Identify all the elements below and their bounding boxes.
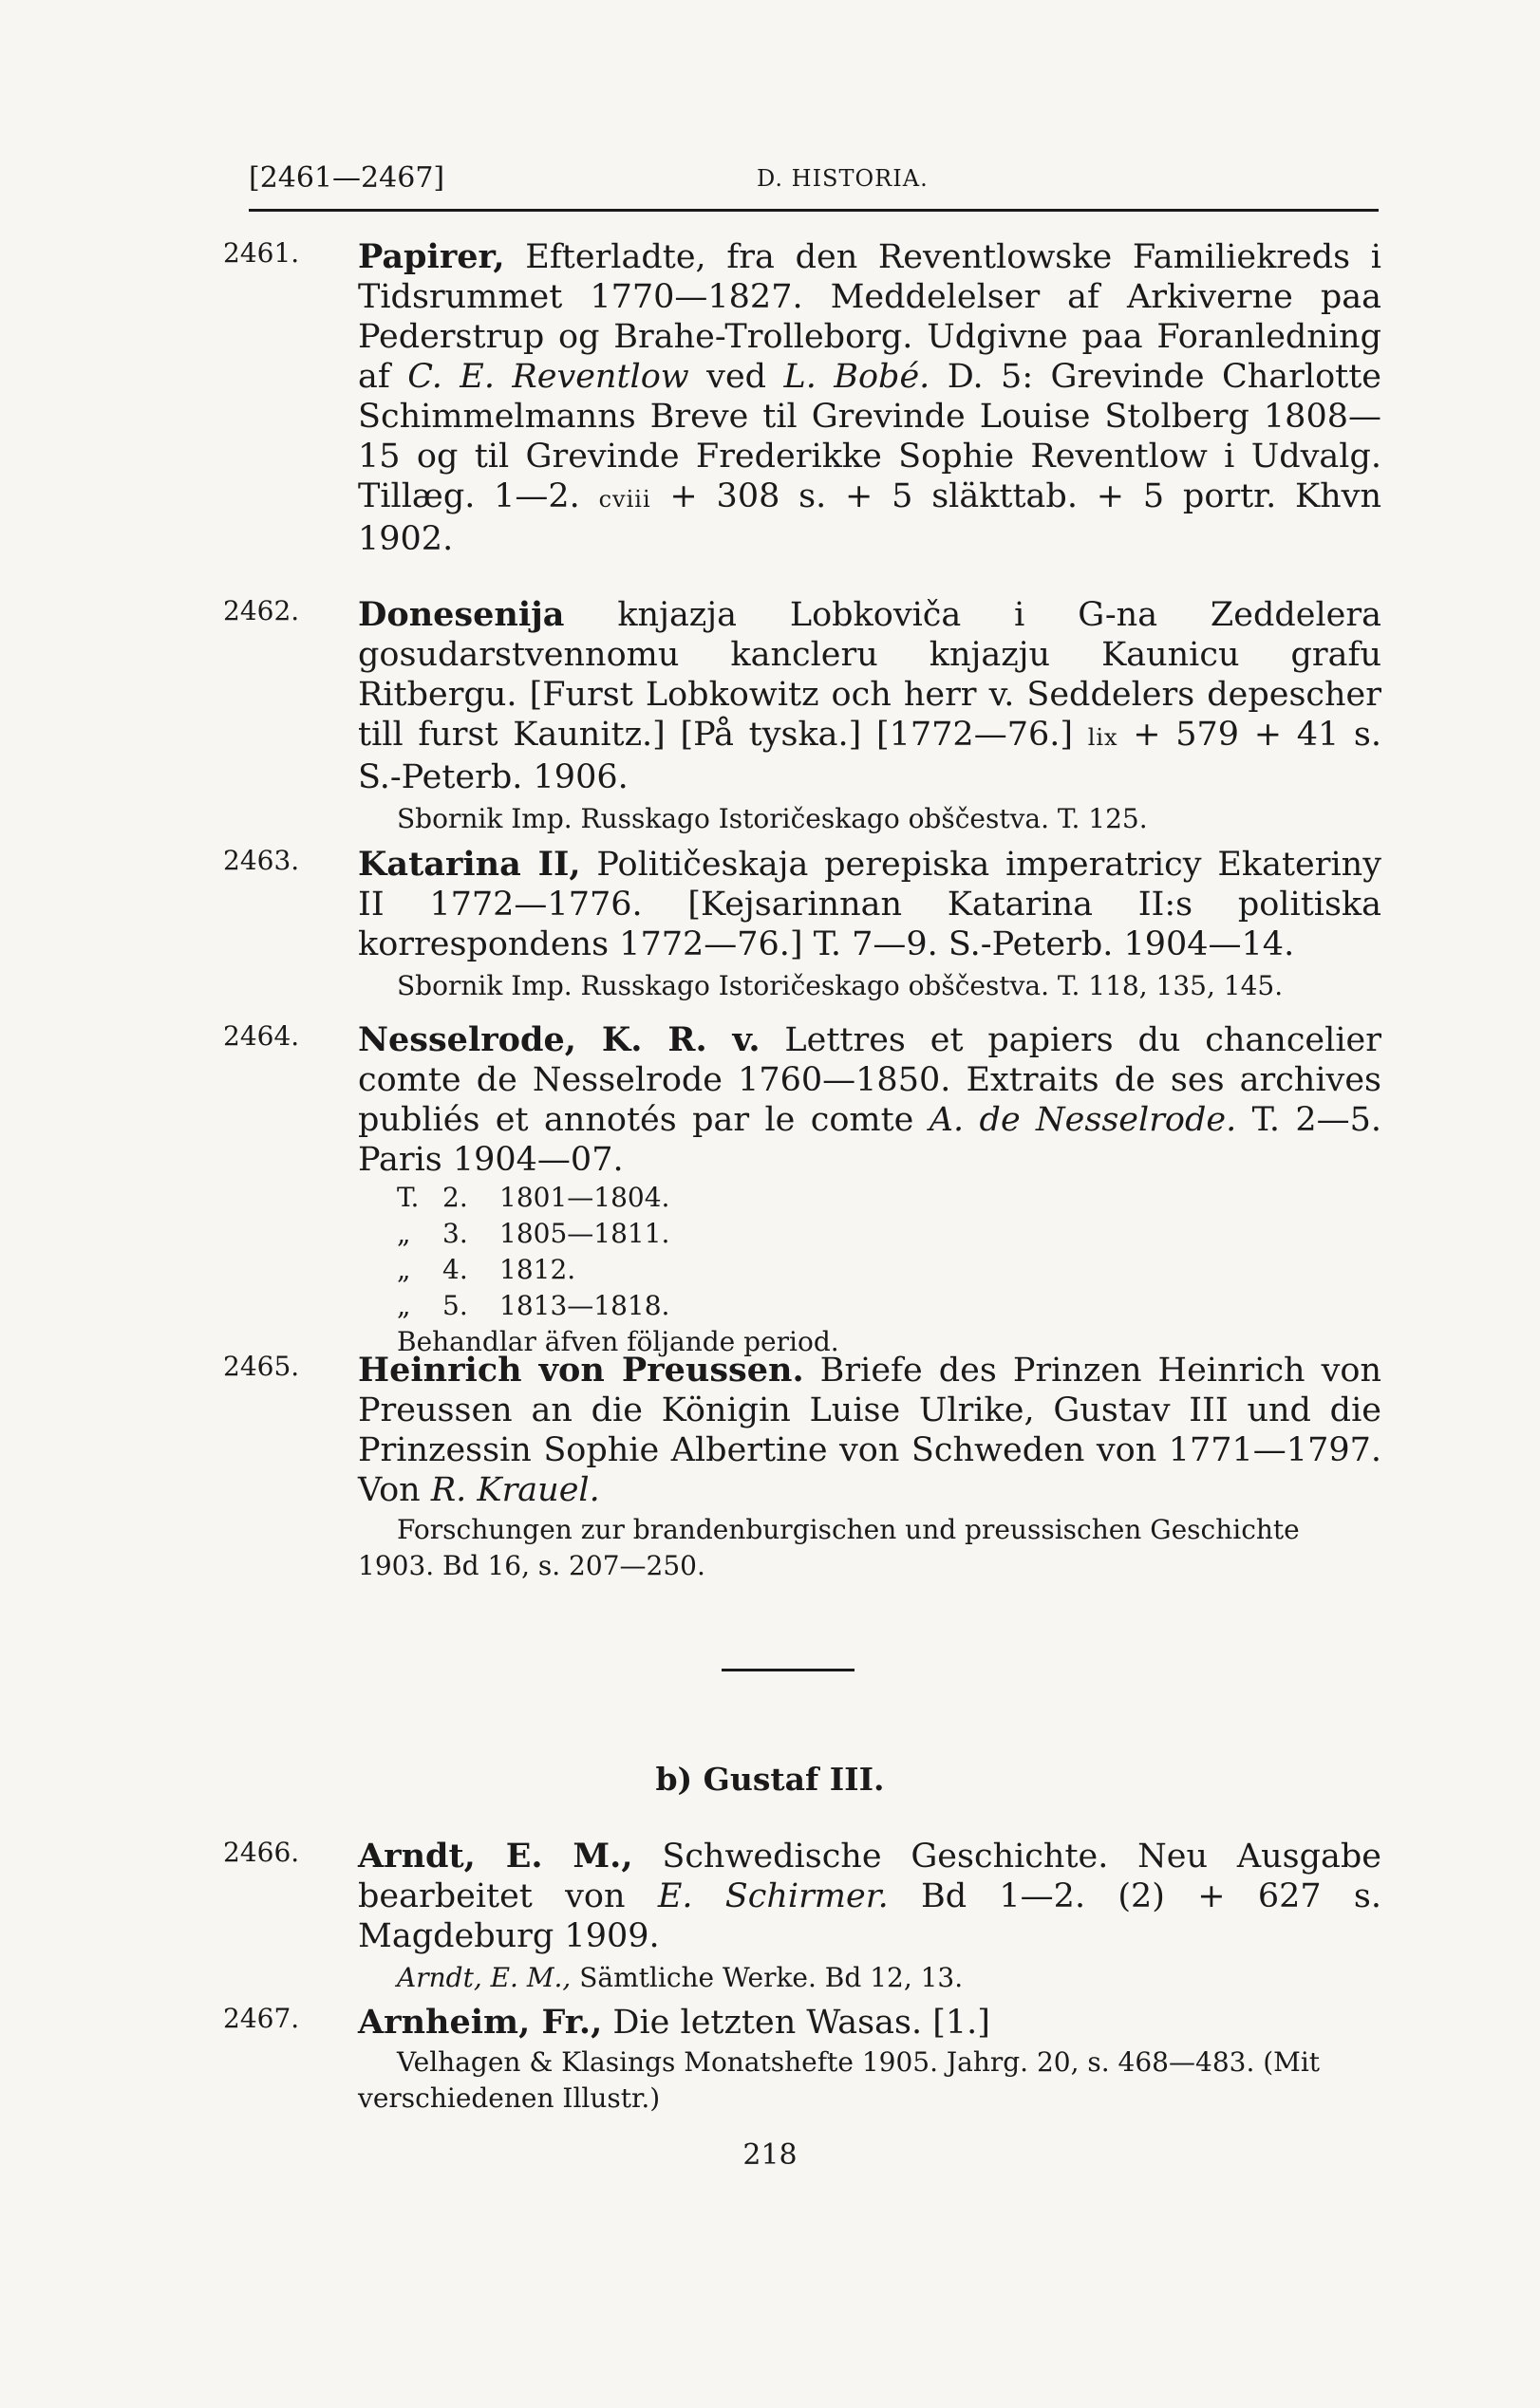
series-note: Velhagen & Klasings Monatshefte 1905. Jahrg. 20, s. 468—483. (Mit verschiedenen Illustr.) [358,2046,1321,2114]
running-header [249,161,1379,212]
entry-2467 [223,2003,1381,2117]
entry-2465 [223,1351,1381,1584]
entry-number: 2467. [223,2003,300,2034]
entry-head: Heinrich von Preussen. [358,1351,804,1390]
series-note: Sbornik Imp. Russkago Istoričeskago obščestva. T. 125. [397,803,1148,834]
entry-head: Papirer, [358,237,505,276]
volume-row: „ 5. 1813—1818. [397,1290,670,1321]
series-note: Sbornik Imp. Russkago Istoričeskago obščestva. T. 118, 135, 145. [397,970,1284,1001]
entry-2461 [223,237,1381,559]
entry-2464 [223,1020,1381,1360]
entry-head: Nesselrode, K. R. v. [358,1020,761,1059]
entry-number: 2465. [223,1351,300,1382]
entry-number: 2461. [223,237,300,269]
entry-2463 [223,845,1381,1004]
period-note: Behandlar äfven följande period. [397,1326,839,1357]
entry-text: Heinrich von Preussen. Briefe des Prinzen Heinrich von Preussen an die Königin Luise Ulrike, Gustav III und die Prinzessin Sophie Albertine von Schweden von 1771—1797. Von R. Krauel. [358,1351,1381,1509]
entry-head: Katarina II, [358,845,581,884]
entry-2462 [223,595,1381,837]
entry-text: Katarina II, Političeskaja perepiska imperatricy Ekateriny II 1772—1776. [Kejsarinnan Katarina II:s politiska korrespondens 1772—76.] T. 7—9. S.-Peterb. 1904—14. [358,845,1381,963]
entry-number: 2466. [223,1837,300,1868]
entry-text: Arnheim, Fr., Die letzten Wasas. [1.] [358,2003,990,2042]
volume-row: „ 4. 1812. [397,1254,576,1285]
entry-2466 [223,1837,1381,1996]
entry-head: Donesenija [358,595,565,634]
entry-head: Arndt, E. M., [358,1837,633,1876]
section-title: D. HISTORIA. [757,165,929,192]
volume-row: „ 3. 1805—1811. [397,1218,670,1249]
series-note: Forschungen zur brandenburgischen und preussischen Geschichte 1903. Bd 16, s. 207—250. [358,1514,1300,1581]
entry-head: Arnheim, Fr., [358,2003,603,2042]
entry-text: Donesenija knjazja Lobkoviča i G-na Zeddelera gosudarstvennomu kancleru knjazju Kaunicu grafu Ritbergu. [Furst Lobkowitz och herr v. Seddelers depescher till furst Kaunitz.] [På tyska.] [1772—76.] lix + 579 + 41 s. S.-Peterb. 1906. [358,595,1381,796]
section-divider [722,1669,855,1671]
entry-number: 2464. [223,1020,300,1052]
entry-range: [2461—2467] [249,161,445,195]
subsection-title: b) Gustaf III. [655,1761,885,1798]
entry-text: Arndt, E. M., Schwedische Geschichte. Neu Ausgabe bearbeitet von E. Schirmer. Bd 1—2. (2) + 627 s. Magdeburg 1909. [358,1837,1381,1955]
entry-number: 2462. [223,595,300,626]
volume-row: T. 2. 1801—1804. [397,1182,670,1213]
entry-text: Papirer, Efterladte, fra den Reventlowske Familiekreds i Tidsrummet 1770—1827. Meddelelser af Arkiverne paa Pederstrup og Brahe-Trolleborg. Udgivne paa Foranledning af C. E. Reventlow ved L. Bobé. D. 5: Grevinde Charlotte Schimmelmanns Breve til Grevinde Louise Stolberg 1808—15 og til Grevinde Frederikke Sophie Reventlow i Udvalg. Tillæg. 1—2. cviii + 308 s. + 5 släkttab. + 5 portr. Khvn 1902. [358,237,1381,558]
entry-number: 2463. [223,845,300,876]
series-note: Arndt, E. M., Sämtliche Werke. Bd 12, 13. [397,1962,964,1993]
page-number: 218 [742,2138,798,2172]
entry-text: Nesselrode, K. R. v. Lettres et papiers du chancelier comte de Nesselrode 1760—1850. Extraits de ses archives publiés et annotés par le comte A. de Nesselrode. T. 2—5. Paris 1904—07. [358,1020,1381,1179]
